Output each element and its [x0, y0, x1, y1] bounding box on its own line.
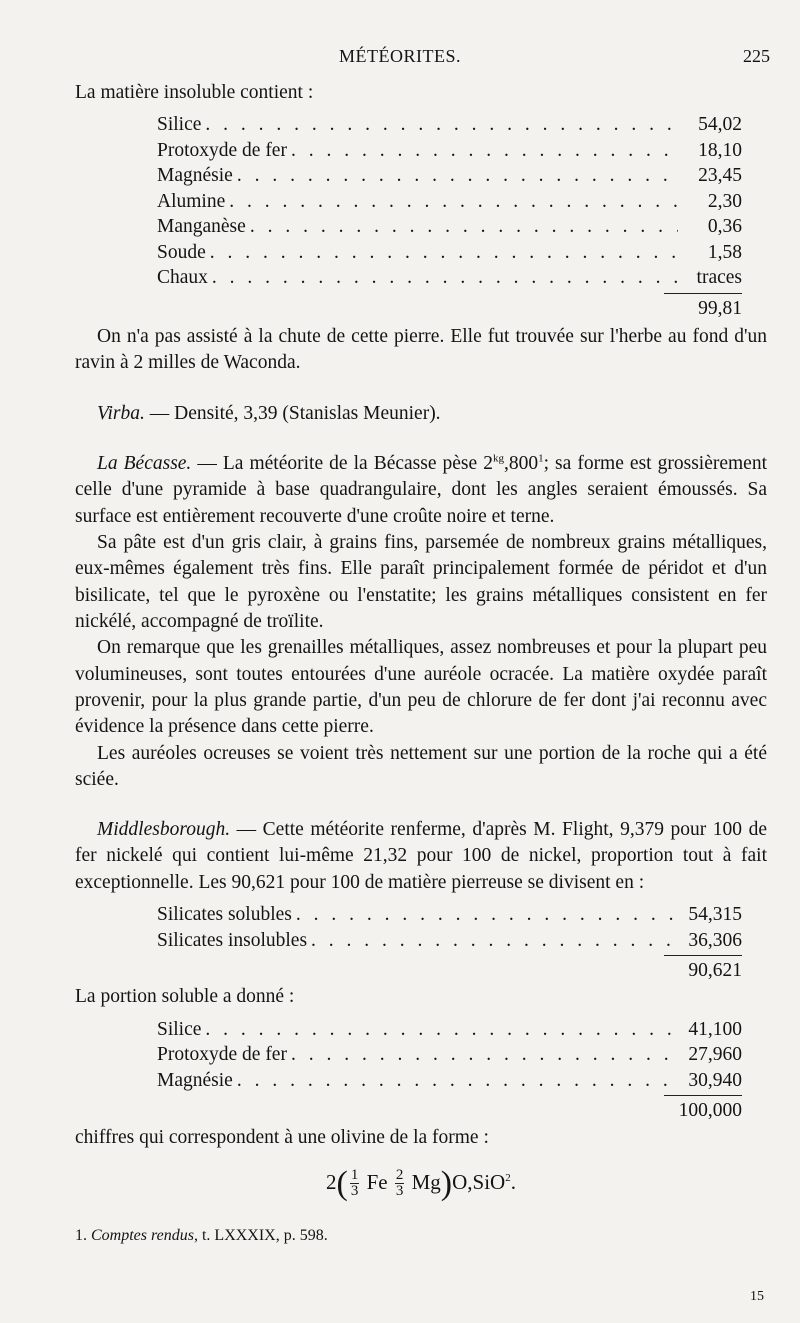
page-number: 225	[743, 46, 770, 66]
total-value: 90,621	[664, 955, 742, 984]
table-row	[157, 928, 742, 954]
becasse-text-before: — La météorite de la Bécasse pèse 2	[191, 453, 493, 475]
table-row	[157, 1042, 742, 1068]
table-row	[157, 138, 742, 164]
table-total	[157, 953, 742, 984]
dot-leader	[250, 214, 678, 240]
row-label: Protoxyde de fer	[157, 1044, 287, 1066]
row-label: Manganèse	[157, 216, 246, 238]
fraction-numerator: 1	[350, 1167, 359, 1184]
row-label: Protoxyde de fer	[157, 139, 287, 161]
table-row	[157, 214, 742, 240]
weight-unit: kg	[492, 452, 504, 465]
dot-leader	[237, 163, 678, 189]
table-row	[157, 1017, 742, 1043]
fraction-denominator: 3	[350, 1183, 359, 1200]
running-header	[0, 44, 800, 74]
paragraph-becasse	[75, 451, 767, 530]
row-value: 27,960	[688, 1044, 742, 1066]
row-label: Soude	[157, 241, 206, 263]
footnote-source: Comptes rendus	[91, 1226, 194, 1244]
paragraph-grenailles: On remarque que les grenailles métalliques, assez nombreuses et pour la plupart peu volumineuses, sont toutes entourées d'une auréole ocracée. La matière oxydée paraît provenir, pour la plus grande partie, d'un peu de chlorure de fer dont j'ai reconnu avec évidence la présence dans cette pierre.	[75, 637, 767, 738]
composition-table-silicates	[157, 902, 742, 984]
virba-text: — Densité, 3,39 (Stanislas Meunier).	[144, 402, 441, 424]
paragraph-pate: Sa pâte est d'un gris clair, à grains fins, parsemée de nombreux grains métalliques, eux-mêmes également très fins. Elle paraît principalement formée de péridot et d'un bisilicate, tel que le pyroxène ou l'enstatite; les grains métalliques consistent en fer nickélé, accompagné de troïlite.	[75, 532, 767, 632]
becasse-text-after: ; sa forme est grossièrement celle d'une pyramide à base quadrangulaire, dont les angles seraient émoussés. Sa surface est entièrement recouverte d'une croûte noire et terne.	[75, 453, 767, 527]
row-label: Silice	[157, 114, 202, 136]
formula-superscript: 2	[505, 1171, 511, 1184]
row-value: 30,940	[688, 1069, 742, 1091]
dot-leader	[311, 928, 678, 954]
row-value: 1,58	[707, 241, 742, 263]
row-value: 41,100	[688, 1018, 742, 1040]
dot-leader	[212, 265, 678, 291]
paragraph-virba	[75, 401, 767, 427]
formula-element-mg: Mg	[411, 1169, 441, 1194]
intro-insoluble: La matière insoluble contient :	[75, 82, 314, 103]
page-body	[75, 80, 767, 1246]
row-value: 36,306	[688, 929, 742, 951]
becasse-weight: ,800	[503, 453, 539, 475]
row-value: 54,315	[688, 904, 742, 926]
footnote	[75, 1225, 767, 1247]
total-value: 99,81	[664, 293, 742, 322]
row-label: Magnésie	[157, 1069, 233, 1091]
table-row	[157, 112, 742, 138]
composition-table-insoluble	[157, 112, 742, 322]
formula-tail: O,SiO	[452, 1169, 506, 1194]
table-row	[157, 1068, 742, 1094]
intro-soluble: La portion soluble a donné :	[75, 986, 295, 1008]
running-title: MÉTÉORITES.	[339, 46, 461, 66]
meteorite-name-virba: Virba.	[97, 402, 145, 424]
formula-fraction-mg	[395, 1168, 405, 1199]
row-label: Chaux	[157, 267, 208, 289]
footnote-number: 1.	[75, 1226, 87, 1244]
total-value: 100,000	[664, 1095, 742, 1124]
row-value: 2,30	[707, 190, 742, 212]
dot-leader	[291, 1042, 678, 1068]
row-value: traces	[696, 267, 742, 289]
meteorite-name-becasse: La Bécasse.	[97, 453, 192, 475]
row-value: 54,02	[698, 114, 742, 136]
paragraph-aureoles: Les auréoles ocreuses se voient très nettement sur une portion de la roche qui a été sciée.	[75, 742, 767, 790]
formula-close-paren: )	[440, 1164, 453, 1202]
row-label: Silicates solubles	[157, 904, 292, 926]
dot-leader	[210, 240, 678, 266]
dot-leader	[229, 189, 678, 215]
dot-leader	[296, 902, 678, 928]
table-row	[157, 163, 742, 189]
row-value: 0,36	[707, 216, 742, 238]
row-label: Silicates insolubles	[157, 929, 308, 951]
row-value: 18,10	[698, 139, 742, 161]
dot-leader	[291, 138, 678, 164]
table-total	[157, 291, 742, 322]
paragraph-middlesborough	[75, 817, 767, 896]
olivine-formula	[75, 1161, 767, 1207]
fraction-numerator: 2	[395, 1167, 404, 1184]
row-label: Silice	[157, 1018, 202, 1040]
formula-fraction-fe	[350, 1168, 360, 1199]
dot-leader	[237, 1068, 678, 1094]
composition-table-soluble	[157, 1017, 742, 1125]
row-label: Magnésie	[157, 165, 233, 187]
table-total	[157, 1093, 742, 1124]
formula-end: .	[510, 1169, 516, 1194]
meteorite-name-middlesborough: Middlesborough.	[97, 819, 231, 841]
table-row	[157, 902, 742, 928]
footnote-ref-text: , t. LXXXIX, p. 598.	[193, 1226, 328, 1244]
formula-element-fe: Fe	[366, 1169, 388, 1194]
dot-leader	[205, 1017, 678, 1043]
row-label: Alumine	[157, 190, 226, 212]
paragraph-chute: On n'a pas assisté à la chute de cette pierre. Elle fut trouvée sur l'herbe au fond d'un ravin à 2 milles de Waconda.	[75, 326, 767, 374]
paragraph-chiffres: chiffres qui correspondent à une olivine de la forme :	[75, 1126, 489, 1148]
footnote-ref: 1	[538, 452, 544, 465]
formula-coefficient: 2	[326, 1169, 337, 1194]
formula-open-paren: (	[336, 1164, 348, 1202]
middlesborough-text: — Cette météorite renferme, d'après M. Flight, 9,379 pour 100 de fer nickelé qui contient lui-même 21,32 pour 100 de nickel, proportion tout à fait exceptionnelle. Les 90,621 pour 100 de matière pierreuse se divisent en :	[75, 819, 767, 893]
table-row	[157, 265, 742, 291]
row-value: 23,45	[698, 165, 742, 187]
table-row	[157, 240, 742, 266]
dot-leader	[205, 112, 678, 138]
fraction-denominator: 3	[395, 1183, 404, 1200]
table-row	[157, 189, 742, 215]
signature-folio: 15	[750, 1289, 764, 1304]
